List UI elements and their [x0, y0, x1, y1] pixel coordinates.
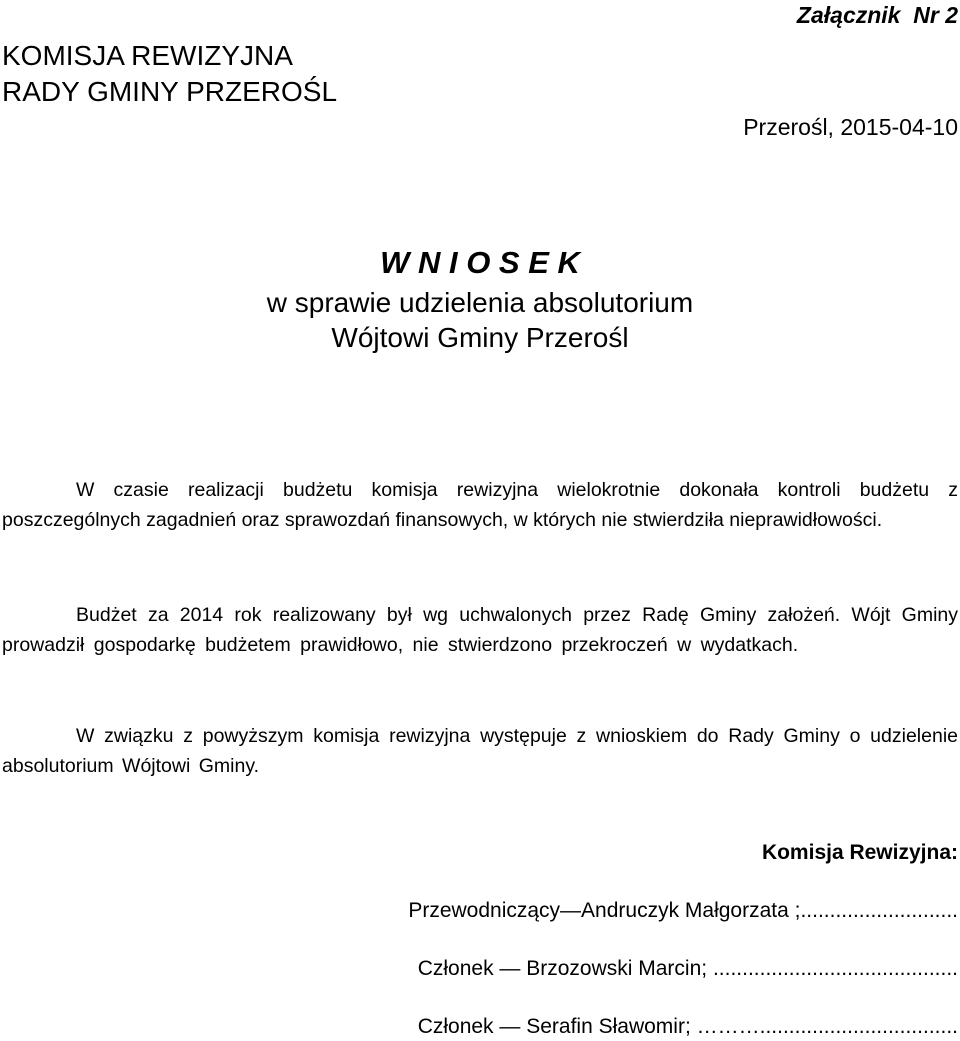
attachment-label: Załącznik Nr 2 — [796, 2, 958, 28]
signature-line-member: Członek — Brzozowski Marcin; .......................................... — [417, 957, 958, 980]
document-title-block — [0, 241, 960, 355]
body-paragraph-2: Budżet za 2014 rok realizowany był wg uchwalonych przez Radę Gminy założeń. Wójt Gminy prowadził gospodarkę budżetem prawidłowo, nie stwierdzono przekroczeń w wydatkach. — [2, 604, 958, 656]
signature-list — [408, 896, 958, 1041]
body-paragraph-3: W związku z powyższym komisja rewizyjna występuje z wnioskiem do Rady Gminy o udzielenie absolutorium Wójtowi Gminy. — [2, 725, 958, 777]
organization-name-line2: RADY GMINY PRZEROŚL — [2, 76, 338, 107]
issuing-organization — [2, 38, 337, 110]
document-title: W N I O S E K — [380, 245, 580, 280]
signature-line-chair: Przewodniczący—Andruczyk Małgorzata ;........................... — [408, 899, 958, 922]
signature-line-member: Członek — Serafin Sławomir; ……….................................. — [417, 1015, 958, 1038]
document-subtitle-line2: Wójtowi Gminy Przerośl — [331, 322, 629, 353]
body-paragraph-1: W czasie realizacji budżetu komisja rewizyjna wielokrotnie dokonała kontroli budżetu z poszczególnych zagadnień oraz sprawozdań finansowych, w których nie stwierdziła nieprawidłowości. — [2, 479, 958, 531]
document-subtitle-line1: w sprawie udzielenia absolutorium — [266, 287, 694, 318]
committee-heading: Komisja Rewizyjna: — [761, 841, 958, 864]
place-and-date: Przerośl, 2015-04-10 — [743, 114, 958, 140]
organization-name-line1: KOMISJA REWIZYJNA — [2, 40, 293, 71]
